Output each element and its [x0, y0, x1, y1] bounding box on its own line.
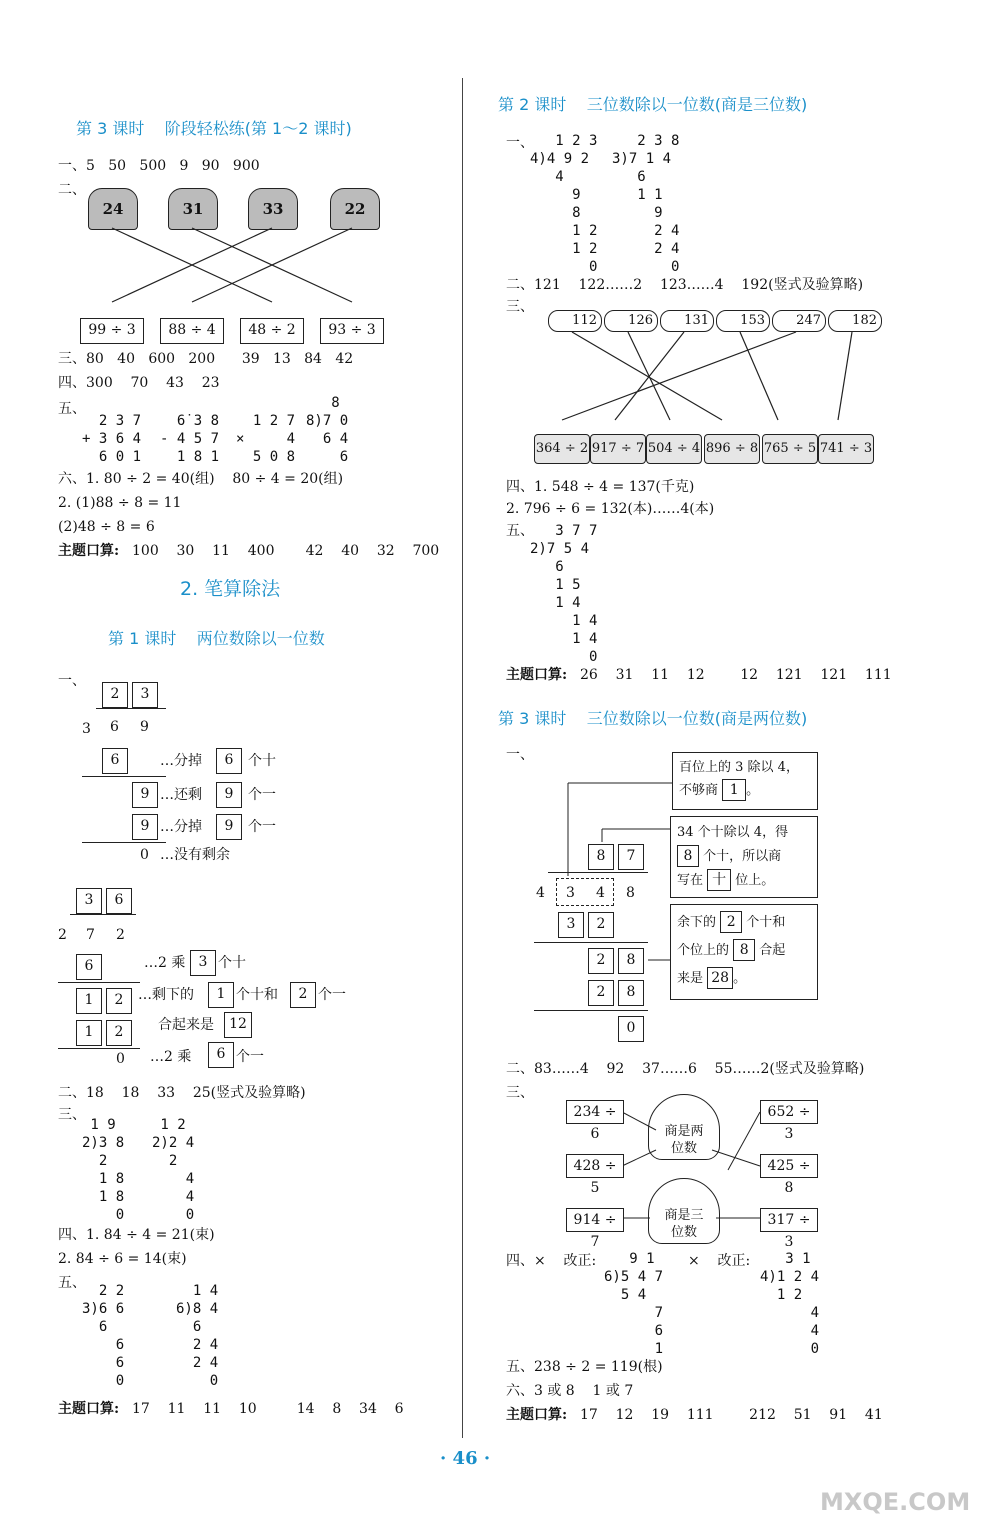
division-bar: [96, 708, 166, 709]
lock: 364 ÷ 2: [534, 434, 590, 464]
divisor: 4: [536, 885, 545, 901]
step-box: 6: [76, 954, 102, 980]
answer-box: 8: [677, 845, 699, 867]
vertical-calc: 1 2 7 × 4 5 0 8: [236, 413, 296, 465]
explanation-text: 余下的: [677, 915, 717, 930]
explanation-box: 余下的 2 个十和 个位上的 8 合起 来是 28 。: [670, 904, 818, 1000]
mental-math-answers: 17 11 11 10 14 8 34 6: [132, 1401, 404, 1417]
explanation-box: [670, 816, 818, 898]
step-box: 2: [588, 980, 614, 1006]
step-note: …2 乘: [150, 1049, 192, 1065]
vertical-calc: 8 8)7 0 6 4 6: [306, 395, 349, 465]
quotient-box: 7: [618, 844, 644, 870]
dividend-digit: 4: [596, 885, 605, 901]
explanation-text: 个十和: [746, 915, 786, 930]
l3-q5-answer: 五、238 ÷ 2 = 119(根): [506, 1359, 663, 1375]
step-box: 1: [76, 1020, 102, 1046]
step-note: …2 乘: [144, 955, 186, 971]
step-box: 6: [208, 1042, 234, 1068]
vertical-calc: 2 3 7 + 3 6 4 6 0 1: [82, 413, 142, 465]
division-line: [534, 942, 648, 943]
lesson3-title: 第 3 课时 阶段轻松练(第 1～2 课时): [76, 119, 352, 138]
q3-answers: 三、80 40 600 200 39 13 84 42: [58, 351, 354, 367]
explanation-text: 个十，所以商: [703, 849, 782, 864]
mental-math-answers: 26 31 11 12 12 121 121 111: [580, 667, 892, 683]
mushroom: 商是三 位数: [648, 1178, 720, 1244]
page-number: · 46 ·: [440, 1448, 491, 1469]
explanation-text: 位上。: [735, 873, 775, 888]
step-note: 个十: [248, 753, 276, 769]
step-note: 个十和: [236, 987, 278, 1003]
q2-answers: 二、121 122……2 123……4 192(竖式及验算略): [506, 277, 864, 293]
remainder: 0: [140, 847, 149, 863]
step-box: 8: [618, 980, 644, 1006]
step-note: …分掉: [160, 753, 202, 769]
expression-box: 652 ÷ 3: [760, 1100, 818, 1124]
bird-expression: 88 ÷ 4: [160, 318, 224, 344]
step-box: 12: [224, 1012, 252, 1038]
division-line: [58, 1048, 140, 1049]
step-box: 1: [208, 982, 234, 1008]
quotient-box: 3: [76, 888, 102, 914]
q4-answers: 四、300 70 43 23: [58, 375, 220, 391]
explanation-text: 个位上的: [677, 943, 730, 958]
step-note: 个一: [236, 1049, 264, 1065]
mental-math-label: 主题口算:: [506, 1407, 568, 1423]
l1-q3-label: 三、: [58, 1107, 86, 1123]
answer-box: 十: [707, 869, 731, 891]
step-note: 个一: [248, 819, 276, 835]
q1-answers: 一、5 50 500 9 90 900: [58, 158, 260, 174]
vertical-calc: 9 1 6)5 4 7 5 4 7 6 1: [604, 1251, 664, 1357]
division-bar: [548, 872, 648, 873]
mental-math-label: 主题口算:: [58, 543, 120, 559]
q6-line1: 六、1. 80 ÷ 2 = 40(组) 80 ÷ 4 = 20(组): [58, 471, 344, 487]
step-box: 2: [106, 1020, 132, 1046]
explanation-text: 合起: [759, 943, 786, 958]
step-box: 6: [216, 748, 242, 774]
vertical-calc: 1 4 6)8 4 6 2 4 2 4 0: [176, 1283, 219, 1389]
explanation-text: 来是: [677, 971, 704, 986]
step-box: 9: [132, 814, 158, 840]
watermark: MXQE.COM: [820, 1488, 971, 1516]
q1-label: 一、: [506, 135, 534, 151]
house: 24: [88, 188, 138, 230]
step-box: 3: [190, 950, 216, 976]
step-box: 1: [76, 988, 102, 1014]
divisor: 2: [58, 927, 67, 943]
bird-expression: 99 ÷ 3: [80, 318, 144, 344]
quotient-box: 6: [106, 888, 132, 914]
explanation-text: 不够商: [679, 783, 719, 798]
vertical-calc: 6̇ 3 8 - 4 5 7 1 8 1: [160, 413, 220, 465]
bird-expression: 93 ÷ 3: [320, 318, 384, 344]
vertical-calc: 1 9 2)3 8 2 1 8 1 8 0: [82, 1117, 125, 1223]
division-line: [82, 776, 166, 777]
step-note: …还剩: [160, 787, 202, 803]
dividend-digit: 6: [110, 719, 119, 735]
dividend-digit: 9: [140, 719, 149, 735]
vertical-calc: 3 7 7 2)7 5 4 6 1 5 1 4 1 4 1 4 0: [530, 523, 598, 665]
step-box: 2: [588, 948, 614, 974]
remainder: 0: [116, 1051, 125, 1067]
step-note: 个一: [248, 787, 276, 803]
vertical-calc: 2 2 3)6 6 6 6 6 0: [82, 1283, 125, 1389]
bird-expression: 48 ÷ 2: [240, 318, 304, 344]
dividend-digit: 3: [566, 885, 575, 901]
answer-box: 1: [722, 779, 746, 801]
lock: 504 ÷ 4: [646, 434, 702, 464]
answer-box: 28: [707, 967, 733, 989]
q5-label: 五、: [506, 523, 534, 539]
division-line: [534, 1010, 648, 1011]
expression-box: 428 ÷ 5: [566, 1154, 624, 1178]
lock: 917 ÷ 7: [590, 434, 646, 464]
l3-q4-label: 四、× 改正:: [506, 1253, 597, 1269]
dividend-digit: 2: [116, 927, 125, 943]
explanation-text: 34 个十除以 4，得: [677, 825, 789, 840]
key: 247: [772, 310, 826, 332]
lock: 765 ÷ 5: [762, 434, 818, 464]
quotient-box: 8: [588, 844, 614, 870]
l1-q5-label: 五、: [58, 1275, 86, 1291]
house: 33: [248, 188, 298, 230]
mushroom: 商是两 位数: [648, 1094, 720, 1160]
q3-label: 三、: [506, 299, 534, 315]
step-box: 9: [132, 782, 158, 808]
answer-box: 8: [733, 939, 755, 961]
l3-q3-label: 三、: [506, 1085, 534, 1101]
vertical-calc: 3 1 4)1 2 4 1 2 4 4 0: [760, 1251, 820, 1357]
mental-math-answers: 17 12 19 111 212 51 91 41: [580, 1407, 883, 1423]
lock: 896 ÷ 8: [704, 434, 760, 464]
column-divider: [462, 78, 463, 1438]
dividend-digit: 7: [86, 927, 95, 943]
dividend-digit: 8: [626, 885, 635, 901]
step-box: 9: [216, 814, 242, 840]
house: 22: [330, 188, 380, 230]
step-box: 2: [290, 982, 316, 1008]
page-number-value: 46: [452, 1448, 478, 1469]
key: 126: [604, 310, 658, 332]
mental-math-label: 主题口算:: [506, 667, 568, 683]
lesson1-title: 第 1 课时 两位数除以一位数: [108, 629, 325, 648]
step-box: 2: [106, 988, 132, 1014]
step-note: 合起来是: [158, 1017, 214, 1033]
step-box: 0: [618, 1016, 644, 1042]
vertical-calc: 2 3 8 3)7 1 4 6 1 1 9 2 4 2 4 0: [612, 133, 680, 275]
explanation-box: 百位上的 3 除以 4， 不够商 1 。: [672, 752, 818, 810]
key: 131: [660, 310, 714, 332]
explanation-text: 写在: [677, 873, 704, 888]
expression-box: 914 ÷ 7: [566, 1208, 624, 1232]
division-line: [58, 982, 140, 983]
divisor: 3: [82, 721, 91, 737]
step-note: …没有剩余: [160, 847, 230, 863]
vertical-calc: 1 2 3 4)4 9 2 4 9 8 1 2 1 2 0: [530, 133, 598, 275]
step-note: 个十: [218, 955, 246, 971]
q6-line2: 2. (1)88 ÷ 8 = 11: [58, 495, 182, 511]
key: 182: [828, 310, 882, 332]
key: 112: [548, 310, 602, 332]
vertical-calc: 1 2 2)2 4 2 4 4 0: [152, 1117, 195, 1223]
dividend-dashed-box: [556, 878, 614, 906]
l1-q4-line2: 2. 84 ÷ 6 = 14(束): [58, 1251, 187, 1267]
division-bar: [70, 914, 136, 915]
l1-q1-label: 一、: [58, 673, 86, 689]
step-box: 2: [588, 912, 614, 938]
expression-box: 425 ÷ 8: [760, 1154, 818, 1178]
l3-q4-mid: × 改正:: [688, 1253, 751, 1269]
mental-math-answers: 100 30 11 400 42 40 32 700: [132, 543, 440, 559]
l1-q2-answers: 二、18 18 33 25(竖式及验算略): [58, 1085, 306, 1101]
l1-q4-line1: 四、1. 84 ÷ 4 = 21(束): [58, 1227, 215, 1243]
mental-math-label: 主题口算:: [58, 1401, 120, 1417]
expression-box: 317 ÷ 3: [760, 1208, 818, 1232]
q2-label: 二、: [58, 182, 86, 198]
l3-q1-label: 一、: [506, 747, 534, 763]
q6-line3: (2)48 ÷ 8 = 6: [58, 519, 155, 535]
quotient-box: 2: [102, 682, 128, 708]
q4-line2: 2. 796 ÷ 6 = 132(本)……4(本): [506, 501, 715, 517]
q5-label: 五、: [58, 401, 86, 417]
lock: 741 ÷ 3: [818, 434, 874, 464]
step-box: 8: [618, 948, 644, 974]
quotient-box: 3: [132, 682, 158, 708]
division-line: [82, 842, 166, 843]
step-note: 个一: [318, 987, 346, 1003]
q4-line1: 四、1. 548 ÷ 4 = 137(千克): [506, 479, 695, 495]
key: 153: [716, 310, 770, 332]
lesson2-title: 第 2 课时 三位数除以一位数(商是三位数): [498, 95, 808, 114]
houses-row: [88, 182, 448, 232]
expression-box: 234 ÷ 6: [566, 1100, 624, 1124]
l3-q6-answer: 六、3 或 8 1 或 7: [506, 1383, 634, 1399]
step-box: 6: [102, 748, 128, 774]
answer-box: 2: [720, 911, 742, 933]
unit-title: 2. 笔算除法: [180, 578, 281, 600]
lesson3-title-right: 第 3 课时 三位数除以一位数(商是两位数): [498, 709, 808, 728]
explanation-text: 百位上的 3 除以 4，: [679, 760, 799, 775]
step-box: 9: [216, 782, 242, 808]
step-note: …分掉: [160, 819, 202, 835]
house: 31: [168, 188, 218, 230]
step-box: 3: [558, 912, 584, 938]
step-note: …剩下的: [138, 987, 194, 1003]
l3-q2-answers: 二、83……4 92 37……6 55……2(竖式及验算略): [506, 1061, 865, 1077]
